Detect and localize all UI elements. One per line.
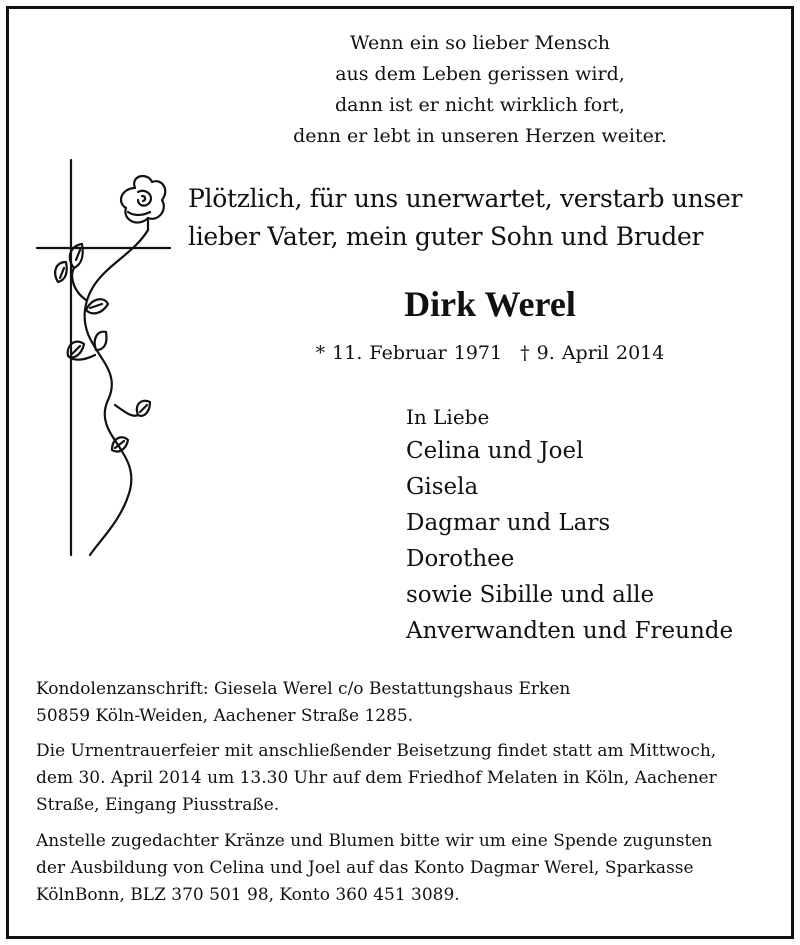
cross-with-rose-icon — [30, 150, 180, 570]
announcement-line: Plötzlich, für uns unerwartet, verstarb unser — [188, 184, 743, 213]
condolence-address — [36, 676, 786, 730]
announcement — [188, 180, 788, 256]
deceased-name: Dirk Werel — [404, 284, 576, 324]
mourner-name: Anverwandten und Freunde — [406, 618, 734, 644]
address-line: Kondolenzanschrift: Giesela Werel c/o Bestattungshaus Erken — [36, 679, 571, 699]
ceremony-line: Straße, Eingang Piusstraße. — [36, 795, 280, 815]
address-line: 50859 Köln-Weiden, Aachener Straße 1285. — [36, 706, 414, 726]
poem-line: denn er lebt in unseren Herzen weiter. — [293, 125, 667, 147]
ceremony-notice — [36, 738, 786, 819]
poem-line: aus dem Leben gerissen wird, — [335, 63, 625, 85]
poem-line: dann ist er nicht wirklich fort, — [335, 94, 625, 116]
mourner-name: Dagmar und Lars — [406, 510, 611, 536]
donation-line: Anstelle zugedachter Kränze und Blumen bitte wir um eine Spende zugunsten — [36, 831, 713, 851]
donation-line: der Ausbildung von Celina und Joel auf das Konto Dagmar Werel, Sparkasse — [36, 858, 694, 878]
poem-line: Wenn ein so lieber Mensch — [349, 32, 611, 54]
mourner-name: Dorothee — [406, 546, 515, 572]
donation-line: KölnBonn, BLZ 370 501 98, Konto 360 451 3089. — [36, 885, 460, 905]
ceremony-line: Die Urnentrauerfeier mit anschließender Beisetzung findet statt am Mittwoch, — [36, 741, 717, 761]
mourner-name: Gisela — [406, 474, 479, 500]
mourner-name: sowie Sibille und alle — [406, 582, 655, 608]
announcement-line: lieber Vater, mein guter Sohn und Bruder — [188, 222, 704, 251]
birth-date: * 11. Februar 1971 — [315, 342, 503, 364]
death-date: † 9. April 2014 — [520, 342, 665, 364]
poem — [250, 28, 710, 152]
signoff-label: In Liebe — [406, 405, 490, 429]
donation-notice — [36, 828, 786, 909]
mourners-list — [406, 433, 786, 649]
life-dates — [300, 338, 680, 368]
ceremony-line: dem 30. April 2014 um 13.30 Uhr auf dem Friedhof Melaten in Köln, Aachener — [36, 768, 717, 788]
mourner-name: Celina und Joel — [406, 438, 584, 464]
